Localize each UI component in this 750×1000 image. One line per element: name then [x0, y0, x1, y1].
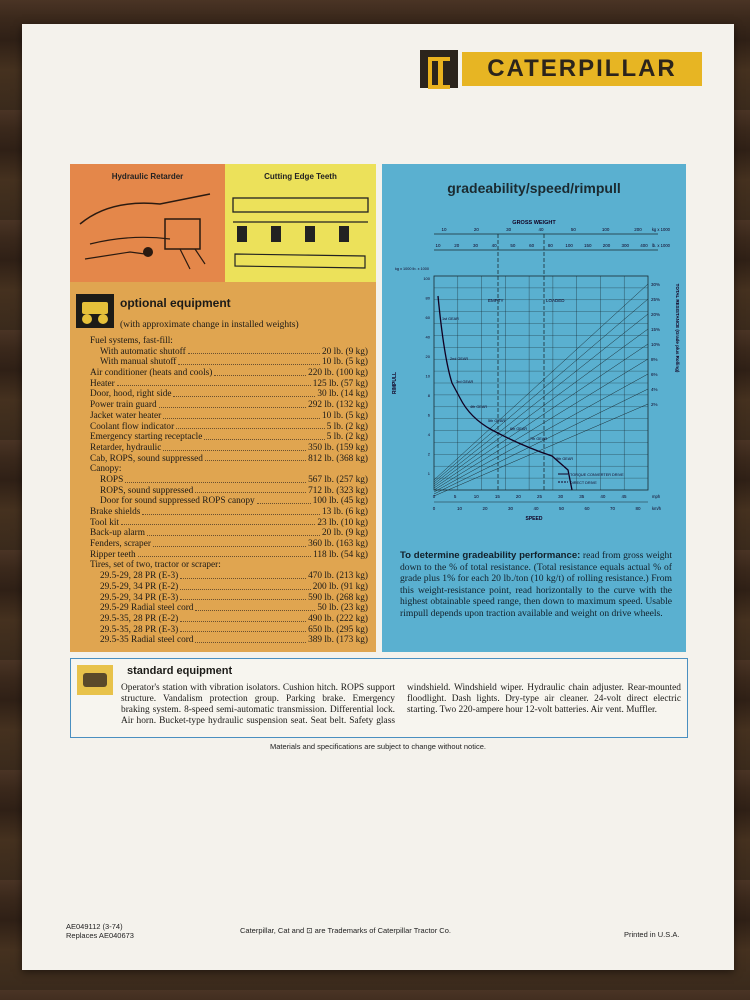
resistance-tick: 4% [651, 387, 658, 392]
equipment-row [90, 635, 368, 646]
equipment-weight: 650 lb. (295 kg) [308, 624, 368, 635]
equipment-row [90, 507, 368, 518]
equipment-row [90, 539, 368, 550]
speed-tick-mph: 5 [453, 494, 457, 499]
equipment-weight: 470 lb. (213 kg) [308, 571, 368, 582]
equipment-weight: 13 lb. (6 kg) [322, 507, 368, 517]
equipment-row [90, 443, 368, 454]
equipment-name: 29.5-35, 28 PR (E-3) [100, 624, 179, 635]
equipment-name: Tires, set of two, tractor or scraper: [90, 560, 221, 571]
equipment-name: Air conditioner (heats and cools) [90, 368, 213, 379]
rimpull-curve [438, 296, 572, 490]
speed-tick-mph: 30 [558, 494, 564, 499]
brochure-page [22, 24, 734, 970]
weight-unit-kg: kg x 1000 [651, 227, 670, 232]
equipment-row [90, 368, 368, 379]
weight-tick-lb: 10 [435, 243, 441, 248]
equipment-row [90, 496, 368, 507]
weight-tick-lb: 60 [529, 243, 535, 248]
rimpull-tick: 80 [425, 295, 430, 301]
equipment-name: With automatic shutoff [100, 346, 186, 357]
section-title: standard equipment [127, 665, 233, 677]
rimpull-tick: 4 [427, 432, 430, 437]
speed-tick-kmh: 10 [456, 506, 463, 511]
cutting-edge-teeth-illustration [225, 164, 376, 282]
resistance-tick: 2% [651, 402, 658, 407]
rimpull-tick: 60 [425, 315, 430, 320]
weight-tick-kg: 10 [441, 227, 447, 232]
equipment-weight: 812 lb. (368 kg) [308, 453, 368, 464]
resistance-line [434, 344, 648, 488]
retarder-drawing-icon [70, 164, 225, 282]
speed-tick-mph: 40 [600, 494, 606, 499]
speed-tick-mph: 45 [621, 494, 627, 499]
weight-unit-lb: lb. x 1000 [651, 243, 670, 248]
equipment-name: Tool kit [90, 517, 120, 528]
equipment-weight: 5 lb. (2 kg) [326, 432, 368, 443]
equipment-name: 29.5-35, 28 PR (E-2) [100, 613, 179, 624]
equipment-row [90, 518, 368, 529]
equipment-row [90, 593, 368, 604]
resistance-tick: 10% [651, 342, 661, 347]
weight-tick-kg: 100 [601, 227, 610, 232]
equipment-name: Door for sound suppressed ROPS canopy [100, 496, 255, 507]
equipment-weight: 5 lb. (2 kg) [326, 421, 368, 432]
document-code [66, 922, 134, 940]
tractor-scraper-icon [76, 294, 114, 328]
speed-tick-kmh: 70 [609, 506, 616, 511]
equipment-name: ROPS, sound suppressed [100, 485, 194, 496]
gear-label: 4th GEAR [470, 405, 488, 409]
legend-torque-converter: TORQUE CONVERTER DRIVE [570, 473, 624, 477]
equipment-row [90, 614, 368, 625]
rimpull-axis-label: RIMPULL [392, 371, 398, 395]
equipment-row [90, 400, 368, 411]
speed-unit-kmh: km/h [652, 506, 662, 511]
equipment-name: Brake shields [90, 507, 141, 517]
speed-tick-kmh: 80 [635, 506, 641, 511]
gradeability-chart [382, 208, 686, 536]
equipment-weight: 20 lb. (9 kg) [322, 346, 368, 357]
equipment-name: Retarder, hydraulic [90, 442, 162, 453]
weight-tick-lb: 100 [565, 243, 573, 248]
speed-tick-kmh: 60 [584, 506, 590, 511]
weight-tick-kg: 30 [506, 227, 512, 232]
resistance-tick: 6% [651, 372, 658, 377]
resistance-tick: 25% [651, 297, 661, 302]
speed-tick-mph: 35 [579, 494, 585, 499]
equipment-row [90, 347, 368, 358]
trademark-notice: Caterpillar, Cat and ⊡ are Trademarks of Caterpillar Tractor Co. [240, 926, 451, 935]
equipment-row [90, 357, 368, 368]
printed-in: Printed in U.S.A. [624, 930, 680, 939]
rimpull-tick: 6 [427, 412, 430, 418]
gradeability-panel [382, 164, 686, 652]
speed-axis-label: SPEED [525, 516, 543, 522]
equipment-name: Coolant flow indicator [90, 421, 175, 432]
hydraulic-retarder-illustration [70, 164, 225, 282]
equipment-row [90, 550, 368, 561]
equipment-row [90, 336, 368, 347]
equipment-row [90, 422, 368, 433]
equipment-weight: 590 lb. (268 kg) [308, 592, 368, 603]
speed-tick-kmh: 40 [533, 506, 539, 511]
equipment-weight: 125 lb. (57 kg) [312, 378, 368, 389]
resistance-tick: 8% [651, 357, 658, 362]
rimpull-tick: 20 [425, 354, 430, 359]
equipment-weight: 200 lb. (91 kg) [312, 581, 368, 592]
equipment-weight: 490 lb. (222 kg) [308, 613, 368, 624]
rimpull-tick: 8 [427, 393, 430, 398]
weight-tick-lb: 80 [547, 243, 553, 248]
gross-weight-label: GROSS WEIGHT [512, 220, 556, 226]
resistance-line [434, 299, 648, 482]
weight-tick-lb: 150 [584, 243, 592, 248]
gear-label: 5th GEAR [488, 419, 506, 423]
equipment-name: Emergency starting receptacle [90, 432, 203, 443]
equipment-name: 29.5-29 Radial steel cord [100, 603, 194, 614]
speed-tick-mph: 25 [537, 494, 543, 499]
rimpull-tick: 1 [427, 471, 430, 476]
equipment-name: Door, hood, right side [90, 389, 172, 400]
total-resistance-label: TOTAL RESISTANCE (Grade plus Rolling) [675, 283, 680, 373]
equipment-row [90, 464, 368, 475]
equipment-name: Cab, ROPS, sound suppressed [90, 453, 203, 464]
form-number: AE049112 (3-74) [66, 922, 123, 931]
machine-icon [77, 665, 113, 695]
speed-tick-mph: 0 [432, 494, 436, 499]
teeth-drawing-icon [225, 164, 376, 282]
equipment-row [90, 571, 368, 582]
section-subtitle: (with approximate change in installed weights) [120, 320, 299, 330]
equipment-weight: 712 lb. (323 kg) [308, 485, 368, 496]
empty-label: EMPTY [488, 298, 504, 303]
speed-tick-kmh: 0 [432, 506, 436, 511]
equipment-row [90, 582, 368, 593]
weight-tick-kg: 200 [634, 227, 642, 232]
illustration-title: Cutting Edge Teeth [264, 172, 337, 181]
equipment-weight: 23 lb. (10 kg) [317, 517, 368, 528]
gear-label: 7th GEAR [530, 437, 548, 441]
chart-title: gradeability/speed/rimpull [447, 180, 621, 196]
legend-direct-drive: DIRECT DRIVE [570, 481, 597, 485]
resistance-line [434, 404, 648, 496]
loaded-label: LOADED [546, 298, 565, 303]
equipment-name: Jacket water heater [90, 410, 162, 421]
equipment-row [90, 432, 368, 443]
rimpull-tick: 2 [427, 451, 430, 457]
weight-tick-kg: 20 [473, 227, 479, 232]
gear-label: 3rd GEAR [456, 380, 474, 384]
equipment-name: With manual shutoff [100, 357, 177, 368]
speed-unit-mph: mph [652, 494, 661, 499]
equipment-name: ROPS [100, 474, 124, 485]
resistance-tick: 15% [651, 327, 661, 332]
weight-tick-kg: 50 [570, 227, 576, 232]
replaces-number: Replaces AE040673 [66, 931, 134, 940]
optional-equipment-panel [70, 164, 376, 652]
optional-equipment-list [90, 336, 368, 646]
rimpull-tick: 40 [425, 334, 430, 340]
equipment-name: 29.5-35 Radial steel cord [100, 635, 194, 646]
equipment-weight: 350 lb. (159 kg) [308, 442, 368, 453]
equipment-weight: 30 lb. (14 kg) [317, 389, 368, 400]
equipment-row [90, 486, 368, 497]
equipment-weight: 292 lb. (132 kg) [308, 400, 368, 411]
equipment-name: Ripper teeth [90, 549, 136, 560]
illustration-title: Hydraulic Retarder [111, 172, 184, 181]
equipment-row [90, 528, 368, 539]
equipment-row [90, 560, 368, 571]
equipment-name: Power train guard [90, 400, 157, 411]
equipment-row [90, 475, 368, 486]
section-title: optional equipment [120, 296, 231, 310]
equipment-name: Heater [90, 378, 115, 389]
rimpull-units: kg x 1000 lb. x 1000 [395, 267, 429, 271]
equipment-weight: 567 lb. (257 kg) [308, 474, 368, 485]
equipment-name: 29.5-29, 28 PR (E-3) [100, 571, 179, 582]
speed-tick-kmh: 30 [507, 506, 514, 511]
equipment-row [90, 389, 368, 400]
equipment-name: 29.5-29, 34 PR (E-3) [100, 592, 179, 603]
equipment-weight: 10 lb. (5 kg) [322, 410, 368, 421]
standard-equipment-text: Operator's station with vibration isolators. Cushion hitch. ROPS support structure. Vandalism protection group. Parking brake. Emergency braking system. 8-speed semi-automatic transmission. Differential lock. Air horn. Bucket-type hydraulic suspension seat. Seat belt. Safety glass windshield. Windshield wiper. Hydraulic chain adjuster. Rear-mounted floodlight. Dash lights. Dry-type air cleaner. 24-volt direct electric starting. Two 220-ampere hour 12-volt batteries. Air vent. Muffler. [121, 683, 681, 726]
equipment-weight: 100 lb. (45 kg) [312, 496, 368, 507]
speed-tick-mph: 10 [473, 494, 479, 499]
standard-equipment-box [70, 658, 688, 738]
weight-tick-lb: 200 [602, 243, 611, 248]
equipment-weight: 50 lb. (23 kg) [317, 603, 368, 614]
speed-tick-kmh: 20 [482, 506, 488, 511]
equipment-row [90, 625, 368, 636]
gear-label: 8th GEAR [556, 457, 574, 461]
brand-name: CATERPILLAR [462, 52, 702, 86]
resistance-tick: 30% [651, 282, 661, 287]
specification-notice: Materials and specifications are subject to change without notice. [270, 742, 486, 751]
gear-label: 2nd GEAR [450, 357, 469, 361]
equipment-row [90, 379, 368, 390]
speed-tick-kmh: 50 [558, 506, 565, 511]
resistance-line [434, 314, 648, 484]
instructions-heading: To determine gradeability performance: [400, 550, 581, 561]
equipment-weight: 10 lb. (5 kg) [322, 357, 368, 368]
equipment-weight: 220 lb. (100 kg) [308, 368, 368, 379]
weight-tick-lb: 300 [621, 243, 630, 248]
caterpillar-logo [420, 50, 702, 88]
equipment-weight: 20 lb. (9 kg) [322, 528, 368, 539]
equipment-name: Fuel systems, fast-fill: [90, 336, 173, 346]
equipment-name: Fenders, scraper [90, 539, 151, 550]
resistance-line [434, 359, 648, 490]
rimpull-tick: 100 [423, 276, 430, 281]
weight-tick-lb: 50 [510, 243, 516, 248]
gear-label: 6th GEAR [510, 427, 528, 431]
gradeability-instructions [400, 550, 672, 619]
weight-tick-lb: 20 [454, 243, 460, 248]
equipment-weight: 118 lb. (54 kg) [313, 549, 368, 560]
gear-label: 1st GEAR [442, 317, 459, 321]
weight-tick-lb: 40 [491, 243, 497, 248]
cat-mark-icon [420, 50, 458, 88]
equipment-row [90, 603, 368, 614]
speed-tick-mph: 20 [515, 494, 521, 499]
equipment-name: Back-up alarm [90, 528, 145, 539]
weight-tick-lb: 30 [472, 243, 478, 248]
rimpull-tick: 10 [425, 373, 430, 379]
resistance-tick: 20% [651, 312, 661, 317]
speed-tick-mph: 15 [494, 494, 500, 499]
weight-tick-kg: 40 [538, 227, 544, 232]
equipment-name: 29.5-29, 34 PR (E-2) [100, 581, 179, 592]
equipment-row [90, 411, 368, 422]
equipment-row [90, 454, 368, 465]
equipment-weight: 360 lb. (163 kg) [308, 539, 368, 550]
equipment-name: Canopy: [90, 464, 122, 475]
equipment-weight: 389 lb. (173 kg) [308, 635, 368, 646]
instructions-body: read from gross weight down to the % of total resistance. (Total resistance equals actual % of grade plus 1% for each 20 lb./ton (10 kg/t) of rolling resistance.) From this weight-resistance point, read horizontally to the curve with the highest obtainable speed range, then down to maximum speed. Usable rimpull depends upon traction available and weight on drive wheels. [400, 550, 673, 619]
weight-tick-lb: 400 [640, 243, 648, 248]
